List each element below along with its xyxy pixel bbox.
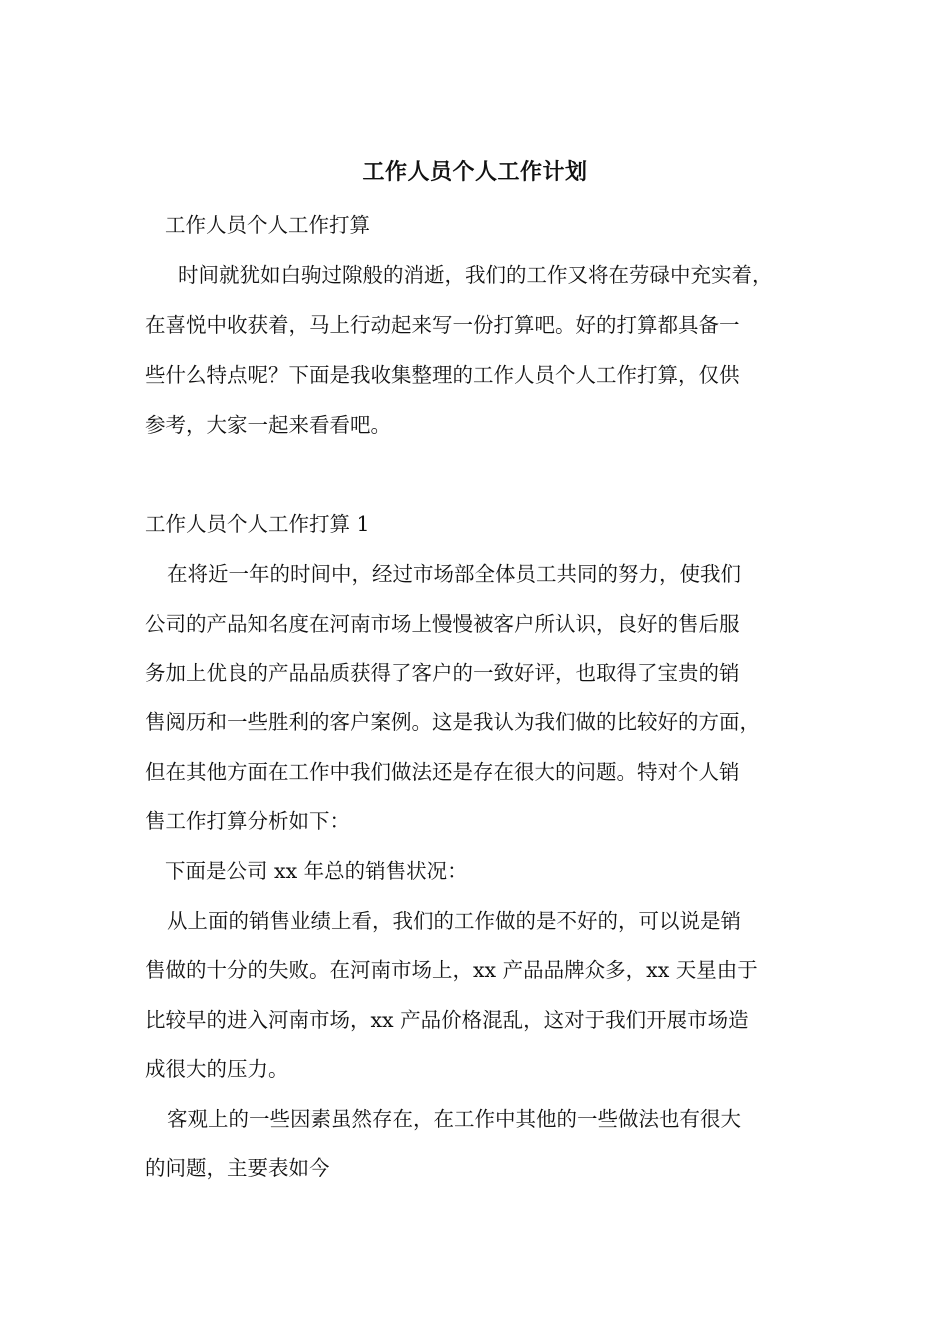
paragraph-line: 公司的产品知名度在河南市场上慢慢被客户所认识，良好的售后服 [145, 612, 740, 636]
paragraph-line: 售阅历和一些胜利的客户案例。这是我认为我们做的比较好的方面， [145, 710, 760, 734]
section-heading: 工作人员个人工作打算 1 [145, 512, 370, 536]
section-heading: 工作人员个人工作打算 [165, 213, 370, 237]
paragraph-line: 时间就犹如白驹过隙般的消逝，我们的工作又将在劳碌中充实着， [178, 263, 773, 287]
paragraph-line: 比较早的进入河南市场，xx 产品价格混乱，这对于我们开展市场造 [145, 1008, 749, 1032]
paragraph-line: 的问题，主要表如今 [145, 1156, 330, 1180]
paragraph-line: 成很大的压力。 [145, 1057, 289, 1081]
paragraph-line: 下面是公司 xx 年总的销售状况： [165, 859, 468, 883]
paragraph-line: 在将近一年的时间中，经过市场部全体员工共同的努力，使我们 [167, 562, 741, 586]
paragraph-line: 客观上的一些因素虽然存在，在工作中其他的一些做法也有很大 [167, 1107, 741, 1131]
paragraph-line: 参考，大家一起来看看吧。 [145, 413, 391, 437]
paragraph-line: 但在其他方面在工作中我们做法还是存在很大的问题。特对个人销 [145, 760, 740, 784]
paragraph-line: 售做的十分的失败。在河南市场上，xx 产品品牌众多，xx 天星由于 [145, 958, 758, 982]
document-title: 工作人员个人工作计划 [362, 159, 588, 185]
paragraph-line: 些什么特点呢？下面是我收集整理的工作人员个人工作打算，仅供 [145, 363, 740, 387]
paragraph-line: 在喜悦中收获着，马上行动起来写一份打算吧。好的打算都具备一 [145, 313, 740, 337]
paragraph-line: 从上面的销售业绩上看，我们的工作做的是不好的，可以说是销 [167, 909, 741, 933]
paragraph-line: 务加上优良的产品品质获得了客户的一致好评，也取得了宝贵的销 [145, 661, 740, 685]
paragraph-line: 售工作打算分析如下： [145, 809, 350, 833]
